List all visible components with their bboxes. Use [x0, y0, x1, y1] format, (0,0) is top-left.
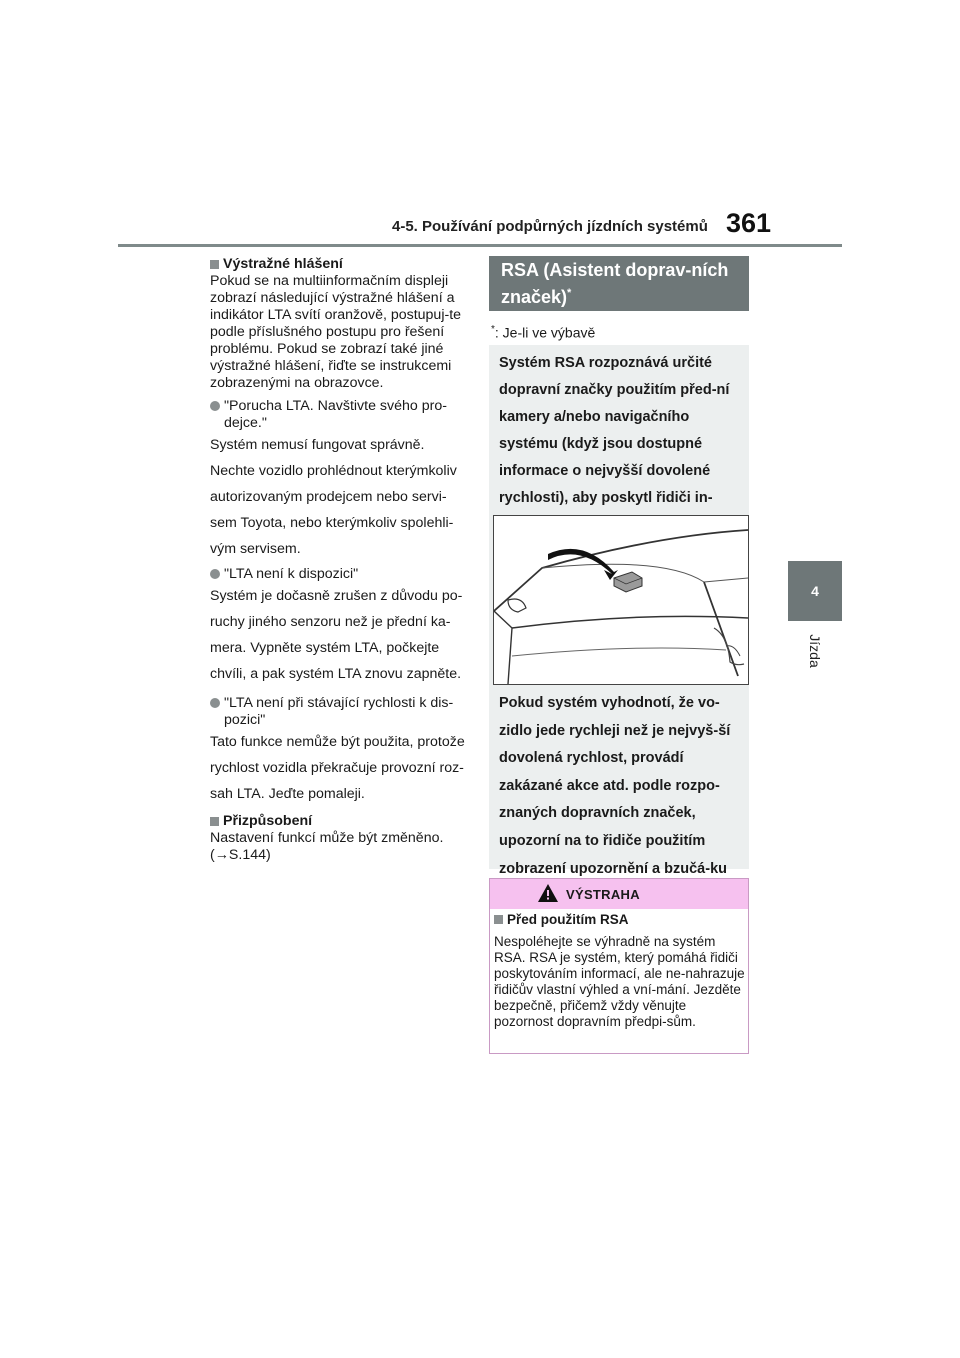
message-description: Systém nemusí fungovat správně. Nechte vozidlo prohlédnout kterýmkoliv autorizovaným prodejcem nebo servi-sem Toyota, nebo kterýmkoliv spolehli-vým servisem.: [210, 437, 457, 557]
message-description: Systém je dočasně zrušen z důvodu po-ruchy jiného senzoru než je přední ka-mera. Vypněte systém LTA, počkejte chvíli, a pak systém LTA znovu zapněte.: [210, 588, 463, 682]
warning-messages-intro: Pokud se na multiinformačním displeji zobrazí následující výstražné hlášení a indikátor LTA svítí oranžově, postupuj-te podle příslušného postupu pro řešení problému. Pokud se zobrazí také jiné výstražné hlášení, řiďte se instrukcemi zobrazenými na obrazovce.: [210, 273, 462, 391]
footnote: *: Je-li ve výbavě: [491, 324, 596, 341]
message-text: "LTA není k dispozici": [224, 566, 359, 582]
message-text: "Porucha LTA. Navštivte svého pro-dejce.": [224, 398, 447, 431]
circle-bullet-icon: [210, 698, 220, 708]
square-bullet-icon: [210, 260, 219, 269]
customization-heading: Přizpůsobení: [210, 813, 472, 830]
car-interior-drawing: [494, 516, 748, 684]
header-rule: [118, 244, 842, 247]
circle-bullet-icon: [210, 401, 220, 411]
customization-text: Nastavení funkcí může být změněno. (→S.144): [210, 830, 444, 863]
chapter-tab: [788, 561, 842, 621]
square-bullet-icon: [210, 817, 219, 826]
warning-messages-heading: Výstražné hlášení: [210, 256, 472, 273]
message-item: [210, 398, 472, 432]
windshield-camera-illustration: [493, 515, 749, 685]
message-item: [210, 566, 472, 583]
warning-title: VÝSTRAHA: [566, 887, 640, 902]
warning-text: Nespoléhejte se výhradně na systém RSA. RSA je systém, který pomáhá řidiči poskytováním informací, ale ne-nahrazuje řidičův vlastní výhled a vní-mání. Jezděte bezpečně, přičemž vždy věnujte pozornost dopravním předpi-sům.: [494, 934, 745, 1029]
info-text-2: Pokud systém vyhodnotí, že vo-zidlo jede rychleji než je nejvyš-ší dovolená rychlost, provádí zakázané akce atd. podle rozpo-znaných dopravních značek, upozorní na to řidiče použitím zobrazení upozornění a bzučá-ku: [499, 695, 731, 877]
chapter-number: 4: [811, 583, 819, 599]
rsa-title: RSA (Asistent doprav-ních značek)*: [489, 256, 749, 311]
chapter-label-container: [800, 626, 830, 676]
message-text: "LTA není při stávající rychlosti k dis-pozici": [224, 695, 454, 728]
message-description: Tato funkce nemůže být použita, protože rychlost vozidla překračuje provozní roz-sah LTA. Jeďte pomaleji.: [210, 734, 465, 802]
circle-bullet-icon: [210, 569, 220, 579]
footnote-mark: *: [491, 324, 495, 335]
info-text-1: Systém RSA rozpoznává určité dopravní značky použitím před-ní kamery a/nebo navigačního systému (když jsou dostupné informace o nejvyšší dovolené rychlosti), aby poskytl řidiči in-: [499, 355, 730, 506]
rsa-title-mark: *: [567, 287, 572, 299]
section-title: 4-5. Používání podpůrných jízdních systémů: [392, 218, 708, 235]
left-column: [210, 256, 472, 864]
message-item: [210, 695, 472, 729]
chapter-label: Jízda: [807, 634, 823, 668]
warning-triangle-icon: [537, 883, 559, 908]
square-bullet-icon: [494, 915, 503, 924]
page-number: 361: [726, 208, 772, 238]
warning-heading: Před použitím RSA: [494, 912, 629, 927]
